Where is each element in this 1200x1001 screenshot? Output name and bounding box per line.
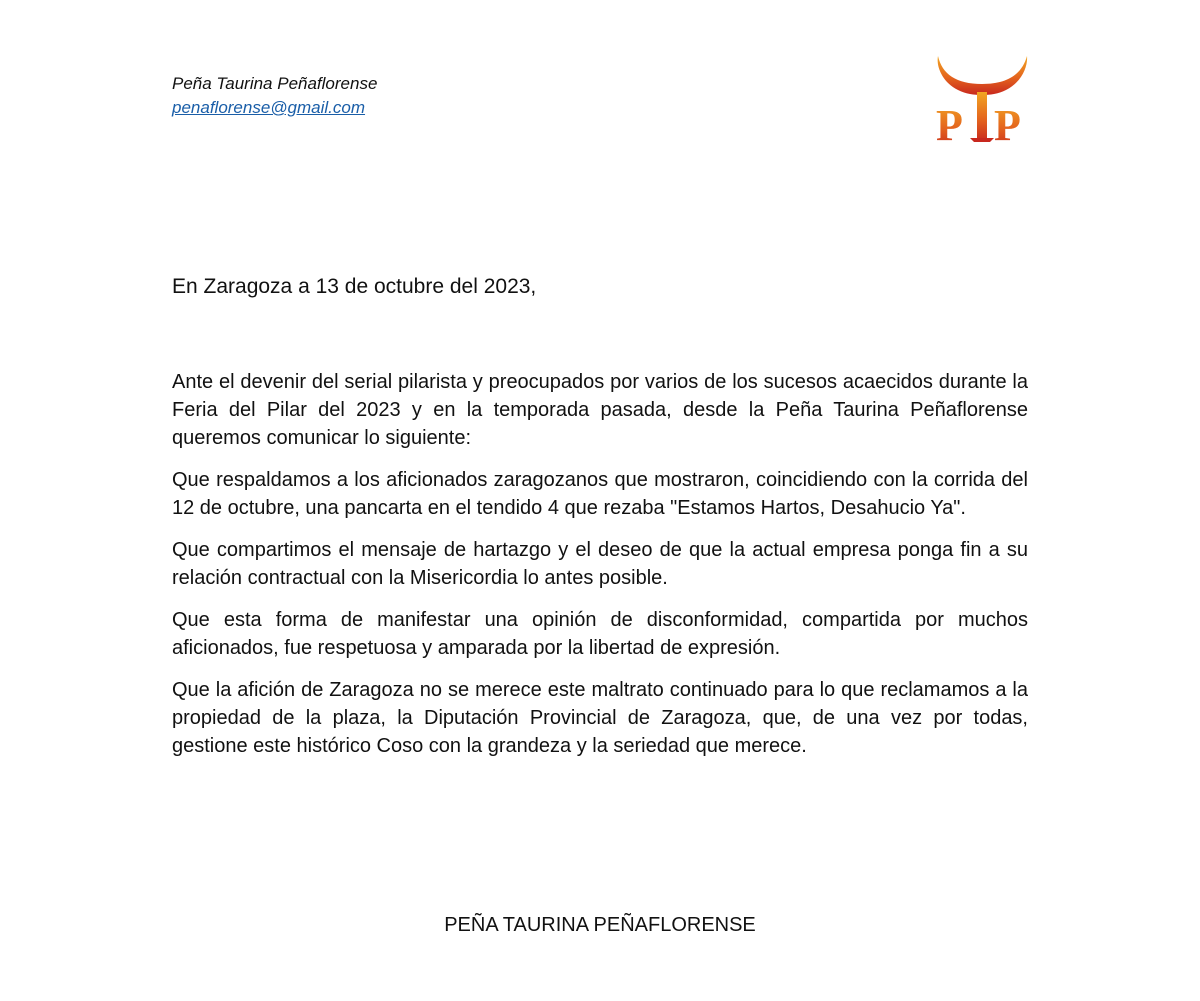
signature: PEÑA TAURINA PEÑAFLORENSE bbox=[444, 914, 756, 936]
organization-name: Peña Taurina Peñaflorense bbox=[172, 74, 378, 93]
letter-paragraph: Que la afición de Zaragoza no se merece este maltrato continuado para lo que reclamamos a la propiedad de la plaza, la Diputación Provincial de Zaragoza, que, de una vez por todas, gestione este histórico Coso con la grandeza y la seriedad que merece. bbox=[172, 679, 1028, 757]
letter-paragraph: Ante el devenir del serial pilarista y preocupados por varios de los sucesos acaecidos durante la Feria del Pilar del 2023 y en la temporada pasada, desde la Peña Taurina Peñaflorense queremos comunicar lo siguiente: bbox=[172, 371, 1028, 449]
email-link[interactable]: penaflorense@gmail.com bbox=[172, 98, 366, 117]
svg-text:P: P bbox=[994, 101, 1021, 148]
letter-paragraph: Que esta forma de manifestar una opinión de disconformidad, compartida por muchos aficionados, fue respetuosa y amparada por la libertad de expresión. bbox=[172, 609, 1028, 659]
bull-horns-logo-icon bbox=[932, 52, 1032, 148]
letter-body bbox=[172, 368, 1028, 774]
letter-date: En Zaragoza a 13 de octubre del 2023, bbox=[172, 275, 537, 298]
svg-text:P: P bbox=[936, 101, 963, 148]
letter-paragraph: Que respaldamos a los aficionados zaragozanos que mostraron, coincidiendo con la corrida del 12 de octubre, una pancarta en el tendido 4 que rezaba "Estamos Hartos, Desahucio Ya". bbox=[172, 469, 1028, 519]
letter-paragraph: Que compartimos el mensaje de hartazgo y el deseo de que la actual empresa ponga fin a su relación contractual con la Misericordia lo antes posible. bbox=[172, 539, 1028, 589]
